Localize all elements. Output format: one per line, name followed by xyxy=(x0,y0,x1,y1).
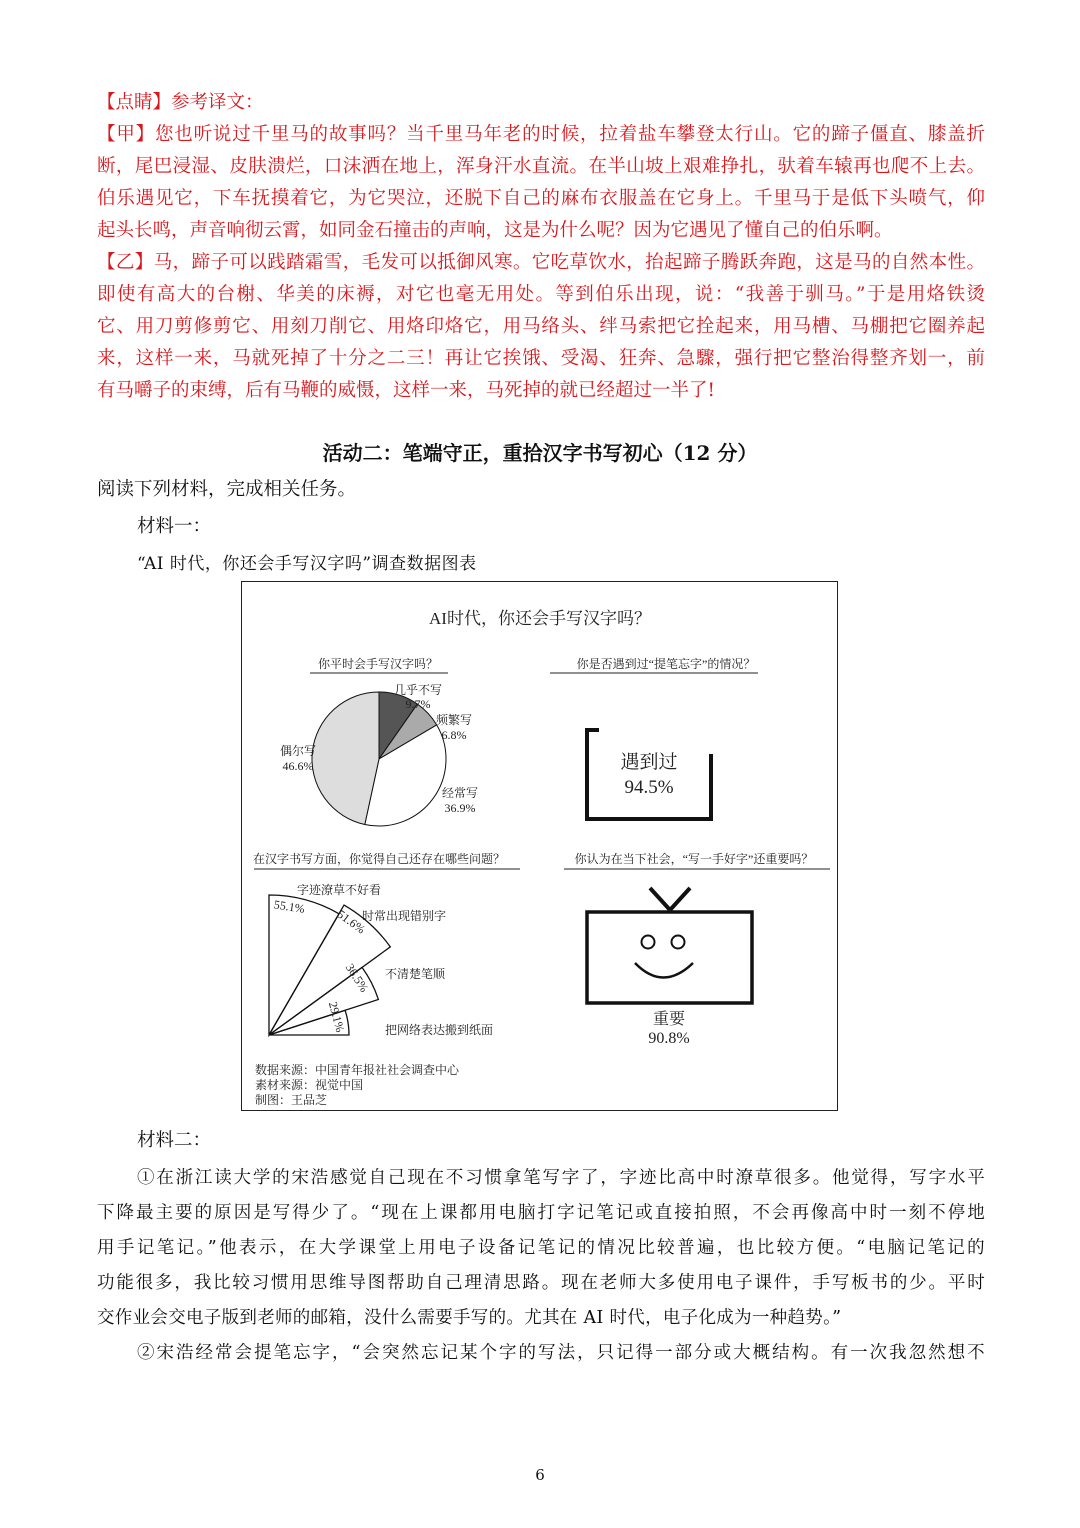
important-value: 90.8% xyxy=(648,1030,690,1047)
jia-line: 起头长鸣，声音响彻云霄，如同金石撞击的声响，这是为什么呢？因为它遇见了懂自己的伯乐啊。 xyxy=(97,220,893,241)
material2-label: 材料二： xyxy=(137,1130,212,1151)
pie-value-freq: 6.8% xyxy=(441,728,467,742)
yi-line: 【乙】马，蹄子可以践踏霜雪，毛发可以抵御风寒。它吃草饮水，抬起蹄子腾跃奔跑，这是马的自然本性。 xyxy=(97,252,985,273)
dianjing-title: 【点睛】参考译文： xyxy=(97,92,264,113)
source-material: 素材来源：视觉中国 xyxy=(255,1078,364,1092)
pie-slice-4 xyxy=(312,692,379,824)
fan-value-3: 36.5% xyxy=(342,961,372,995)
pie-label-freq: 频繁写 xyxy=(435,713,473,727)
pie-label-occ: 偶尔写 xyxy=(279,744,317,758)
q3-subtitle: 在汉字书写方面，你觉得自己还存在哪些问题？ xyxy=(252,852,506,866)
activity-heading: 活动二：笔端守正，重拾汉字书写初心（12 分） xyxy=(322,441,758,465)
pie-chart xyxy=(312,692,446,826)
jia-line: 断，尾巴浸湿、皮肤溃烂，口沫洒在地上，浑身汗水直流。在半山坡上艰难挣扎，驮着车辕再也爬不上去。 xyxy=(97,156,985,177)
pie-label-often: 经常写 xyxy=(441,786,479,800)
chart-caption: “AI 时代，你还会手写汉字吗”调查数据图表 xyxy=(137,554,477,574)
q1-subtitle: 你平时会手写汉字吗？ xyxy=(317,657,439,671)
fan-label-1: 字迹潦草不好看 xyxy=(297,883,382,897)
fan-label-2: 时常出现错别字 xyxy=(362,909,447,923)
instruction: 阅读下列材料，完成相关任务。 xyxy=(97,479,357,500)
survey-figure xyxy=(241,581,838,1111)
yi-line: 它、用刀剪修剪它、用刻刀削它、用烙印烙它，用马络头、绊马索把它拴起来，用马槽、马棚把它圈养起 xyxy=(97,316,985,337)
tv-icon xyxy=(587,888,752,1003)
material2-line: 交作业会交电子版到老师的邮箱，没什么需要手写的。尤其在 AI 时代，电子化成为一种趋势。” xyxy=(97,1308,842,1328)
fan-sector-1 xyxy=(269,895,339,1035)
jia-line: 伯乐遇见它，下车抚摸着它，为它哭泣，还脱下自己的麻布衣服盖在它身上。千里马于是低下头喷气，仰 xyxy=(97,188,985,209)
pie-value-rare: 9.7% xyxy=(405,697,431,711)
material2-line: 用手记笔记。”他表示，在大学课堂上用电子设备记笔记的情况比较普遍，也比较方便。“电脑记笔记的 xyxy=(97,1238,985,1258)
q4-subtitle: 你认为在当下社会，“写一手好字”还重要吗？ xyxy=(574,852,814,866)
source-author: 制图：王品芝 xyxy=(255,1093,328,1107)
pie-value-often: 36.9% xyxy=(444,801,476,815)
fan-label-4: 把网络表达搬到纸面 xyxy=(385,1023,494,1037)
important-label: 重要 xyxy=(652,1011,686,1028)
fan-label-3: 不清楚笔顺 xyxy=(385,967,446,981)
pie-value-occ: 46.6% xyxy=(282,759,314,773)
yi-line: 有马嚼子的束缚，后有马鞭的威慑，这样一来，马死掉的就已经超过一半了! xyxy=(97,380,715,401)
yi-line: 即使有高大的台榭、华美的床褥，对它也毫无用处。等到伯乐出现，说：“我善于驯马。”于是用烙铁烫 xyxy=(97,284,985,305)
fan-value-2: 51.6% xyxy=(334,906,368,937)
material2-line: ②宋浩经常会提笔忘字，“会突然忘记某个字的写法，只记得一部分或大概结构。有一次我忽然想不 xyxy=(137,1343,985,1363)
yi-line: 来，这样一来，马就死掉了十分之二三！再让它挨饿、受渴、狂奔、急驟，强行把它整治得整齐划一，前 xyxy=(97,348,985,369)
page-number: 6 xyxy=(535,1466,545,1484)
material2-line: 下降最主要的原因是写得少了。“现在上课都用电脑打字记笔记或直接拍照，不会再像高中时一刻不停地 xyxy=(97,1203,985,1223)
q2-subtitle: 你是否遇到过“提笔忘字”的情况？ xyxy=(576,657,756,671)
source-data: 数据来源：中国青年报社社会调查中心 xyxy=(255,1063,460,1077)
jia-line: 【甲】您也听说过千里马的故事吗？当千里马年老的时候，拉着盐车攀登太行山。它的蹄子僵直、膝盖折 xyxy=(97,124,985,145)
fan-value-4: 29.1% xyxy=(325,1000,348,1034)
material2-line: 功能很多，我比较习惯用思维导图帮助自己理清思路。现在老师大多使用电子课件，手写板书的少。平时 xyxy=(97,1273,985,1293)
forget-bracket-frame xyxy=(587,730,711,819)
chart-title: AI时代，你还会手写汉字吗？ xyxy=(429,609,651,628)
forget-label: 遇到过 xyxy=(620,752,678,773)
survey-chart-svg xyxy=(242,582,837,1110)
material1-label: 材料一： xyxy=(137,516,212,537)
fan-value-1: 55.1% xyxy=(272,897,306,916)
forget-value: 94.5% xyxy=(624,777,674,798)
pie-label-rare: 几乎不写 xyxy=(393,683,443,697)
material2-line: ①在浙江读大学的宋浩感觉自己现在不习惯拿笔写字了，字迹比高中时潦草很多。他觉得，写字水平 xyxy=(137,1168,985,1188)
